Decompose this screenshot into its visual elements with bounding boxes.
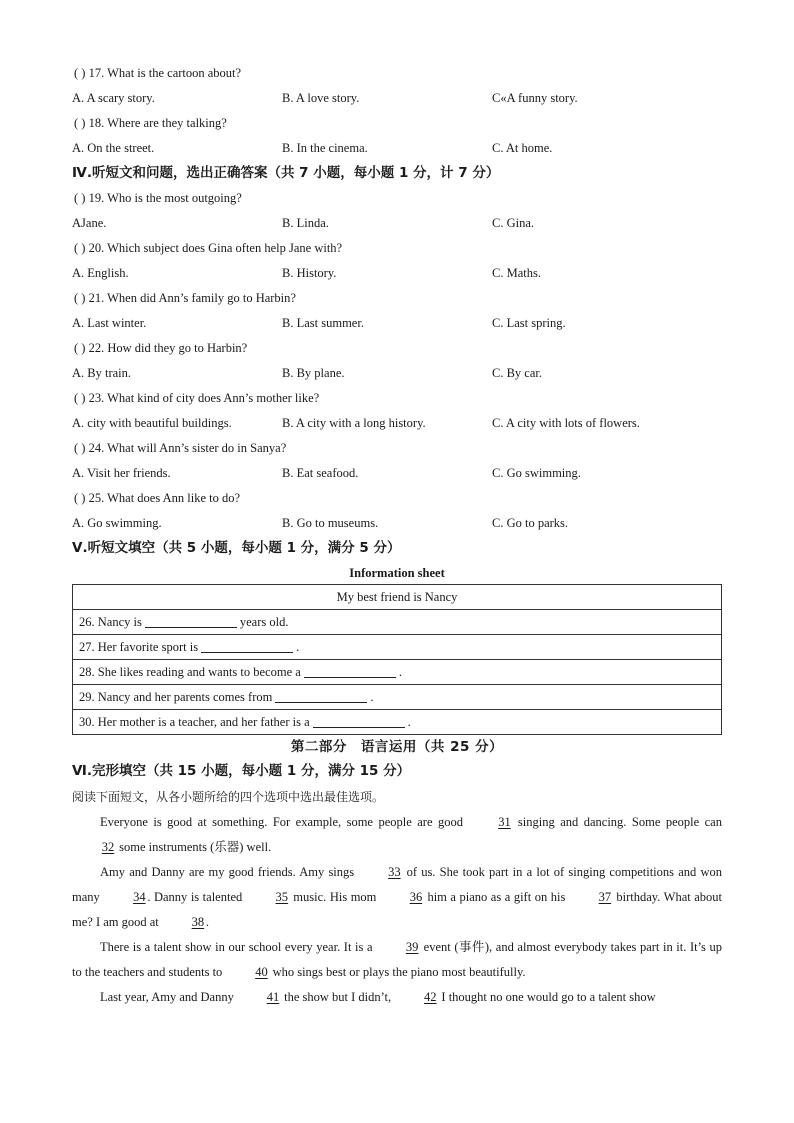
fill-in-row-26 [73,610,722,635]
option-a: A. Go swimming. [72,516,162,530]
question-stem: ( ) 17. What is the cartoon about? [74,66,242,80]
question-19-block [72,187,722,237]
option-a: AJane. [72,216,107,230]
question-25-block [72,487,722,537]
question-stem: ( ) 19. Who is the most outgoing? [74,191,242,205]
options-row [72,212,722,237]
option-c: C«A funny story. [492,91,578,105]
question-stem: ( ) 20. Which subject does Gina often help Jane with? [74,241,343,255]
row-text: 26. Nancy is [79,615,142,629]
info-sheet-header: My best friend is Nancy [73,585,722,610]
section-4-heading: Ⅳ.听短文和问题，选出正确答案（共 7 小题，每小题 1 分，计 7 分） [72,165,500,181]
options-row [72,137,722,162]
answer-blank[interactable] [304,664,396,678]
passage-text: event (事件), and almost everybody takes part in it. It’s up to the teachers and students to [72,940,722,979]
passage-text: . [205,915,210,929]
options-row [72,462,722,487]
options-row [72,412,722,437]
passage-text: birthday. What about me? I am good at [72,890,723,929]
answer-blank[interactable] [201,639,293,653]
options-row [72,262,722,287]
row-text-after: . [407,715,411,729]
cloze-blank-31: 31 [498,815,511,829]
exam-page [72,62,722,1010]
option-b: B. Linda. [282,216,329,230]
question-24-block [72,437,722,487]
option-c: C. By car. [492,366,542,380]
section-5-heading: Ⅴ.听短文填空（共 5 小题，每小题 1 分，满分 5 分） [72,540,401,556]
passage-text: the show but I didn’t, [280,990,395,1004]
row-text: 30. Her mother is a teacher, and her father is a [79,715,310,729]
option-b: B. Last summer. [282,316,364,330]
option-c: C. Gina. [492,216,535,230]
passage-text: him a piano as a gift on his [423,890,569,904]
option-c: C. At home. [492,141,553,155]
passage-text: Everyone is good at something. For example, some people are good [100,815,469,829]
row-text: 29. Nancy and her parents comes from [79,690,273,704]
cloze-blank-40: 40 [255,965,268,979]
question-20-block [72,237,722,287]
cloze-blank-35: 35 [275,890,289,904]
passage-text: Amy and Danny are my good friends. Amy sings [100,865,359,879]
option-b: B. A love story. [282,91,360,105]
question-stem: ( ) 22. How did they go to Harbin? [74,341,248,355]
cloze-blank-36: 36 [409,890,423,904]
table-row [73,685,722,710]
question-stem: ( ) 24. What will Ann’s sister do in Sanya? [74,441,287,455]
option-b: B. Go to museums. [282,516,379,530]
cloze-blank-39: 39 [405,940,419,954]
row-text-after: years old. [239,615,289,629]
option-c: C. A city with lots of flowers. [492,416,640,430]
cloze-blank-38: 38 [191,915,205,929]
option-a: A. By train. [72,366,132,380]
table-row [73,710,722,735]
answer-blank[interactable] [313,714,405,728]
option-c: C. Last spring. [492,316,566,330]
cloze-blank-41: 41 [266,990,280,1004]
passage-paragraph-2 [72,860,722,935]
part-2-title: 第二部分 语言运用（共 25 分） [290,739,504,755]
question-stem: ( ) 21. When did Ann’s family go to Harbin? [74,291,296,305]
cloze-blank-33: 33 [388,865,401,879]
option-c: C. Go to parks. [492,516,569,530]
row-text-after: . [370,690,374,704]
passage-text: who sings best or plays the piano most beautifully. [269,965,526,979]
row-text-after: . [296,640,300,654]
option-a: A. A scary story. [72,91,155,105]
table-row [73,610,722,635]
passage-text: some instruments (乐器) well. [116,840,272,854]
option-c: C. Maths. [492,266,541,280]
row-text: 27. Her favorite sport is [79,640,199,654]
answer-blank[interactable] [145,614,237,628]
passage-text: There is a talent show in our school every year. It is a [100,940,377,954]
question-stem: ( ) 18. Where are they talking? [74,116,227,130]
section-6-heading: Ⅵ.完形填空（共 15 小题，每小题 1 分，满分 15 分） [72,763,411,779]
passage-paragraph-1 [72,810,722,860]
question-stem: ( ) 23. What kind of city does Ann’s mother like? [74,391,320,405]
question-stem: ( ) 25. What does Ann like to do? [74,491,241,505]
option-b: B. Eat seafood. [282,466,359,480]
table-row [73,660,722,685]
question-23-block [72,387,722,437]
info-sheet-title: Information sheet [349,566,445,580]
row-text-after: . [398,665,402,679]
fill-in-row-27 [73,635,722,660]
answer-blank[interactable] [275,689,367,703]
section-6-instructions: 阅读下面短文，从各小题所给的四个选项中选出最佳选项。 [72,790,385,804]
table-row [73,635,722,660]
passage-paragraph-3 [72,935,722,985]
cloze-blank-42: 42 [424,990,437,1004]
question-17-block [72,62,722,112]
fill-in-row-30 [73,710,722,735]
options-row [72,87,722,112]
row-text: 28. She likes reading and wants to become a [79,665,301,679]
passage-text: I thought no one would go to a talent show [438,990,656,1004]
options-row [72,312,722,337]
passage-text: of us. She took part in a lot of singing competitions and won many [72,865,723,904]
question-18-block [72,112,722,162]
passage-text: Last year, Amy and Danny [100,990,237,1004]
option-a: A. city with beautiful buildings. [72,416,232,430]
option-a: A. Last winter. [72,316,147,330]
option-c: C. Go swimming. [492,466,581,480]
option-a: A. English. [72,266,129,280]
cloze-blank-34: 34 [133,890,146,904]
option-b: B. By plane. [282,366,345,380]
options-row [72,512,722,537]
question-21-block [72,287,722,337]
cloze-blank-32: 32 [101,840,115,854]
cloze-blank-37: 37 [598,890,612,904]
question-22-block [72,337,722,387]
option-b: B. A city with a long history. [282,416,426,430]
passage-text: music. His mom [289,890,380,904]
option-a: A. On the street. [72,141,155,155]
fill-in-row-29 [73,685,722,710]
option-b: B. In the cinema. [282,141,368,155]
info-sheet-table [72,584,722,735]
passage-text: . Danny is talented [147,890,246,904]
passage-text: singing and dancing. Some people can [512,815,722,829]
options-row [72,362,722,387]
option-a: A. Visit her friends. [72,466,171,480]
option-b: B. History. [282,266,337,280]
table-row [73,585,722,610]
fill-in-row-28 [73,660,722,685]
passage-paragraph-4 [72,985,722,1010]
